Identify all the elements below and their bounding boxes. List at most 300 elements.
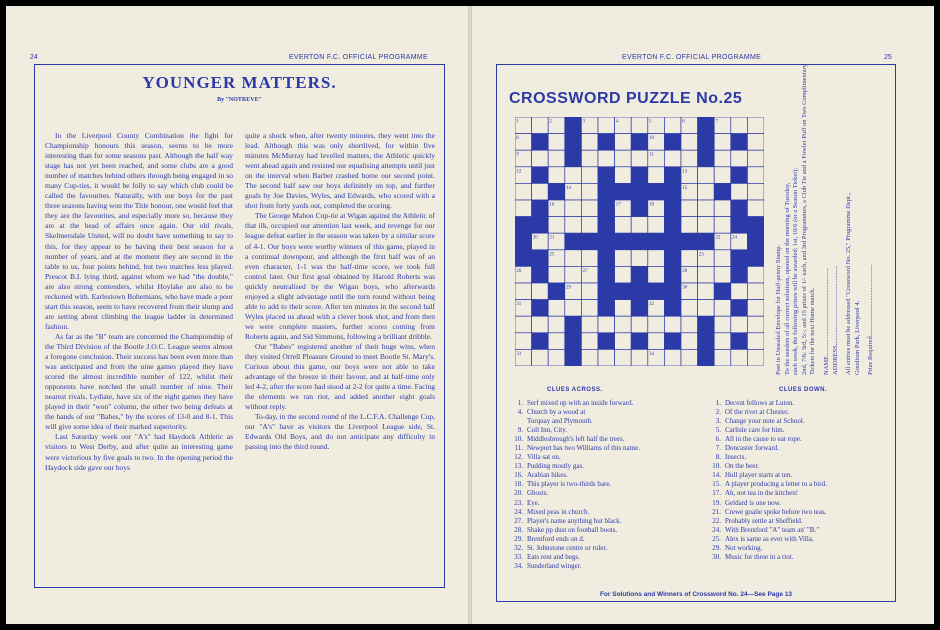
clue-row xyxy=(705,444,895,453)
grid-cell[interactable] xyxy=(714,266,731,283)
grid-cell[interactable] xyxy=(615,333,632,350)
grid-block xyxy=(698,117,715,134)
grid-cell[interactable] xyxy=(581,283,598,300)
grid-cell[interactable] xyxy=(532,150,549,167)
clue-row xyxy=(507,435,707,444)
clue-number: 33. xyxy=(514,552,523,561)
grid-cell[interactable] xyxy=(548,266,565,283)
grid-cell[interactable] xyxy=(714,217,731,234)
grid-cell[interactable] xyxy=(598,150,615,167)
grid-cell[interactable] xyxy=(747,200,764,217)
grid-number: 8 xyxy=(516,136,519,142)
clue-number: 15. xyxy=(712,480,721,489)
grid-cell[interactable] xyxy=(615,250,632,267)
grid-cell[interactable] xyxy=(565,200,582,217)
clue-row xyxy=(705,399,895,408)
grid-cell[interactable] xyxy=(648,266,665,283)
grid-cell[interactable] xyxy=(615,316,632,333)
grid-block xyxy=(664,217,681,234)
grid-cell[interactable] xyxy=(581,167,598,184)
grid-cell[interactable] xyxy=(615,300,632,317)
grid-block xyxy=(731,217,748,234)
grid-block xyxy=(648,233,665,250)
grid-cell[interactable] xyxy=(698,217,715,234)
grid-number: 24 xyxy=(732,235,737,241)
grid-cell[interactable] xyxy=(731,349,748,366)
clue-row xyxy=(507,444,707,453)
grid-block xyxy=(631,333,648,350)
grid-cell[interactable] xyxy=(664,117,681,134)
grid-cell[interactable] xyxy=(698,266,715,283)
grid-cell[interactable] xyxy=(548,349,565,366)
grid-cell[interactable] xyxy=(515,200,532,217)
grid-cell[interactable] xyxy=(731,183,748,200)
grid-cell[interactable] xyxy=(747,150,764,167)
grid-cell[interactable] xyxy=(548,217,565,234)
grid-block xyxy=(648,183,665,200)
grid-cell[interactable] xyxy=(698,300,715,317)
grid-cell[interactable] xyxy=(648,250,665,267)
grid-cell[interactable] xyxy=(598,316,615,333)
grid-cell[interactable] xyxy=(581,200,598,217)
grid-cell[interactable] xyxy=(631,349,648,366)
grid-cell[interactable] xyxy=(615,349,632,366)
grid-cell[interactable] xyxy=(565,266,582,283)
grid-block xyxy=(598,333,615,350)
grid-cell[interactable] xyxy=(681,349,698,366)
grid-cell[interactable] xyxy=(565,250,582,267)
grid-block xyxy=(664,300,681,317)
grid-number: 2 xyxy=(549,119,552,125)
clue-number: 27. xyxy=(514,516,523,525)
grid-block xyxy=(515,250,532,267)
clue-number: 17. xyxy=(712,489,721,498)
grid-number: 27 xyxy=(582,268,588,274)
clue-row xyxy=(507,562,707,571)
grid-cell[interactable] xyxy=(698,283,715,300)
grid-block xyxy=(698,150,715,167)
grid-cell[interactable] xyxy=(731,283,748,300)
clue-row xyxy=(507,517,707,526)
entry-form-line: each week, the following prizes will be awarded: 1st, 10/6 (or a Season Ticket); xyxy=(792,167,800,375)
grid-cell[interactable] xyxy=(648,217,665,234)
grid-cell[interactable] xyxy=(532,349,549,366)
grid-block xyxy=(731,200,748,217)
grid-cell[interactable] xyxy=(681,150,698,167)
grid-cell[interactable] xyxy=(648,333,665,350)
article-paragraph: As far as the "B" team are concerned the Championship of the Third Division of the Bootle J.O.C. League seems almost a foregone conclusion. Their success has been even more than was anticipated and from the nine games played they have scored the almost incredible number of 122, whilst their opponents have notched the small number of nine. Their nearest rivals, Lydiate, have six of the eight games they have played in their "won" column, the other two being defeats at the hands of our "Babes," by the scores of 13-0 and 8-1. This will give some idea of their marked superiority. xyxy=(45,331,233,432)
grid-cell[interactable] xyxy=(747,316,764,333)
grid-block xyxy=(664,266,681,283)
clue-text: A player producing a letter to a bird. xyxy=(725,480,827,489)
grid-cell[interactable] xyxy=(515,316,532,333)
clue-number: 1. xyxy=(517,399,523,407)
clue-text: Church by a wood at xyxy=(527,408,586,417)
grid-cell[interactable] xyxy=(548,150,565,167)
article-paragraph: quite a shock when, after twenty minutes, they went into the lead. Although this was only shortlived, for within five minutes McMurray had levelled matters, the Athletic quickly went ahead again and resisted our equalising attempts until just on the interval when Barber crashed home our second point. The second half saw our boys definitely on top, and further goals by Joe Davies, Wyles, and Edwards, who scored with a shot from forty yards out, completed the scoring. xyxy=(245,131,435,211)
entry-form-line: Tickets for the next Home match. xyxy=(809,287,817,375)
grid-cell[interactable] xyxy=(581,333,598,350)
clue-number: 5. xyxy=(715,426,721,435)
clue-number xyxy=(507,417,527,426)
grid-cell[interactable] xyxy=(714,167,731,184)
grid-cell[interactable] xyxy=(714,250,731,267)
article-paragraph: Last Saturday week our "A's" had Haydock Athletic as visitors to West Derby, and after quite an interesting game were victorious by five goals to two. In the opening period the Haydock side gave our boys xyxy=(45,432,233,472)
clue-row xyxy=(705,544,895,553)
article-frame xyxy=(34,64,445,588)
article-byline: By "NOTREVE" xyxy=(217,97,262,103)
clue-row xyxy=(705,489,895,498)
clue-text: Alex is same as ever with Villa. xyxy=(725,534,814,543)
grid-cell[interactable] xyxy=(681,316,698,333)
grid-cell[interactable] xyxy=(631,150,648,167)
grid-cell[interactable] xyxy=(714,316,731,333)
grid-cell[interactable] xyxy=(615,150,632,167)
grid-block xyxy=(598,183,615,200)
grid-block xyxy=(548,283,565,300)
article-column-2 xyxy=(245,131,435,453)
entry-form xyxy=(775,64,890,375)
clue-number: 34. xyxy=(514,561,523,570)
grid-cell[interactable] xyxy=(515,183,532,200)
crossword-title: CROSSWORD PUZZLE No.25 xyxy=(509,90,743,107)
grid-block xyxy=(698,233,715,250)
grid-block xyxy=(698,134,715,151)
grid-block xyxy=(515,217,532,234)
clue-text: Crewe goalie spoke before two teas. xyxy=(725,507,827,516)
clue-number: 22. xyxy=(712,516,721,525)
grid-block xyxy=(615,233,632,250)
entry-form-line: 2nd, 7/6; 3rd, 5/-; and 15 prizes of 1/- each, and 3rd Programmes, a Club Tie and a Fowler Puff on Two Complimentary xyxy=(800,64,808,375)
grid-cell[interactable] xyxy=(714,200,731,217)
clue-number: 29. xyxy=(712,543,721,552)
grid-cell[interactable] xyxy=(565,300,582,317)
grid-block xyxy=(532,217,549,234)
grid-block xyxy=(648,283,665,300)
entry-form-line: Post in Unsealed Envelope for Half-penny Stamp. xyxy=(775,244,782,375)
grid-cell[interactable] xyxy=(648,316,665,333)
grid-cell[interactable] xyxy=(532,283,549,300)
grid-cell[interactable] xyxy=(747,167,764,184)
grid-block xyxy=(565,349,582,366)
clue-number: 23. xyxy=(514,498,523,507)
grid-cell[interactable] xyxy=(731,150,748,167)
grid-block xyxy=(731,333,748,350)
grid-block xyxy=(664,233,681,250)
grid-number: 31 xyxy=(516,302,522,308)
grid-cell[interactable] xyxy=(581,183,598,200)
grid-cell[interactable] xyxy=(515,333,532,350)
grid-cell[interactable] xyxy=(681,333,698,350)
grid-cell[interactable] xyxy=(581,300,598,317)
clue-number: 10. xyxy=(514,435,523,444)
grid-block xyxy=(631,266,648,283)
programme-spread xyxy=(6,6,934,624)
grid-cell[interactable] xyxy=(631,316,648,333)
grid-block xyxy=(714,183,731,200)
grid-cell[interactable] xyxy=(581,134,598,151)
clue-row xyxy=(705,462,895,471)
grid-cell[interactable] xyxy=(615,217,632,234)
grid-cell[interactable] xyxy=(532,316,549,333)
grid-block xyxy=(532,333,549,350)
grid-block xyxy=(631,183,648,200)
clue-row xyxy=(705,417,895,426)
grid-block xyxy=(598,300,615,317)
grid-block xyxy=(747,233,764,250)
right-page xyxy=(472,6,934,624)
grid-block xyxy=(731,250,748,267)
grid-number: 33 xyxy=(516,351,522,357)
grid-number: 29 xyxy=(566,285,571,291)
clue-text: Decent fellows at Luton. xyxy=(725,399,795,407)
grid-cell[interactable] xyxy=(714,134,731,151)
grid-cell[interactable] xyxy=(664,316,681,333)
grid-cell[interactable] xyxy=(714,300,731,317)
clue-text: Hull player starts at ten. xyxy=(725,471,793,480)
page-header-right: EVERTON F.C. OFFICIAL PROGRAMME xyxy=(622,54,762,61)
grid-cell[interactable] xyxy=(548,333,565,350)
grid-cell[interactable] xyxy=(631,250,648,267)
grid-block xyxy=(515,233,532,250)
grid-cell[interactable] xyxy=(664,349,681,366)
grid-cell[interactable] xyxy=(598,349,615,366)
clue-row xyxy=(705,526,895,535)
grid-block xyxy=(598,217,615,234)
entry-form-line: Prize Required............................................ xyxy=(867,264,875,375)
grid-block xyxy=(598,200,615,217)
entry-form-line: To the senders of all correct solutions, opened on the morning of Tuesday, xyxy=(783,182,791,375)
grid-number: 26 xyxy=(516,268,522,274)
grid-block xyxy=(565,150,582,167)
grid-block xyxy=(664,200,681,217)
clue-text: Change your note at School. xyxy=(725,417,805,426)
grid-cell[interactable] xyxy=(698,200,715,217)
entry-form-line: Goodison Park, Liverpool 4. xyxy=(853,300,861,375)
clue-row xyxy=(705,426,895,435)
grid-number: 1 xyxy=(516,119,519,125)
grid-cell[interactable] xyxy=(747,266,764,283)
grid-number: 10 xyxy=(649,136,654,142)
clue-text: Middlesbrough's left half the trees. xyxy=(527,435,625,444)
grid-number: 34 xyxy=(649,351,654,357)
clue-text: Shake pp dust on football boots. xyxy=(527,525,618,534)
grid-cell[interactable] xyxy=(615,167,632,184)
clue-text: Player's name anything but black. xyxy=(527,516,622,525)
clue-text: All in the cause to eat rope. xyxy=(725,435,802,444)
clue-row xyxy=(507,499,707,508)
grid-cell[interactable] xyxy=(698,183,715,200)
grid-block xyxy=(631,300,648,317)
grid-cell[interactable] xyxy=(681,200,698,217)
grid-cell[interactable] xyxy=(598,117,615,134)
grid-cell[interactable] xyxy=(747,117,764,134)
clue-number: 10. xyxy=(712,462,721,471)
clue-number: 6. xyxy=(715,435,721,444)
grid-block xyxy=(698,333,715,350)
grid-number: 30 xyxy=(682,285,688,291)
article-paragraph: In the Liverpool County Combination the fight for Championship honours this season, seems to be more interesting than for some seasons past. Although the half way stage has not yet been reached, and some clubs are a good number of matches behind others through being engaged in so many Cup-ties, it would be folly to say which club could be called the favourites. Naturally, with our boys for the past three seasons having won the Title honour, one would feel that they are the favourites, and especially more so, because they are at the head of affairs once again. Our old rivals, Skelmersdale United, will no doubt have something to say to this, for they appear to be having their best season for a number of years, and at the moment they are second in the table to us, four points behind, but two matches less played. Prescot B.I. lying third, against whom we had "the double," are also strong contenders, whilst Hoylake are also to be reckoned with. Earlestown Bohemians, who have made a poor start this season, seem to have recovered from their slump and are setting about climbing the league ladder in determined fashion. xyxy=(45,131,233,331)
clue-number: 13. xyxy=(514,462,523,471)
grid-number: 17 xyxy=(615,202,621,208)
clue-text: With Brentford "A" team an' "B." xyxy=(725,525,820,534)
grid-cell[interactable] xyxy=(532,183,549,200)
grid-cell[interactable] xyxy=(581,150,598,167)
grid-block xyxy=(631,233,648,250)
entry-form-line: All entries must be addressed "Crossword No. 25," Programme Dept., xyxy=(845,192,853,375)
grid-block xyxy=(598,167,615,184)
clue-row xyxy=(507,526,707,535)
grid-number: 18 xyxy=(649,202,654,208)
clue-row xyxy=(507,399,707,408)
clue-number: 21. xyxy=(712,507,721,516)
grid-block xyxy=(664,283,681,300)
grid-block xyxy=(631,167,648,184)
grid-block xyxy=(598,250,615,267)
grid-cell[interactable] xyxy=(565,167,582,184)
article-title: YOUNGER MATTERS. xyxy=(142,73,337,92)
grid-number: 25 xyxy=(549,252,555,258)
grid-cell[interactable] xyxy=(681,300,698,317)
grid-cell[interactable] xyxy=(731,316,748,333)
grid-cell[interactable] xyxy=(615,134,632,151)
clue-text: Insects. xyxy=(725,453,747,462)
grid-block xyxy=(664,250,681,267)
clue-number: 16. xyxy=(514,471,523,480)
grid-number: 6 xyxy=(682,119,685,125)
grid-cell[interactable] xyxy=(515,283,532,300)
clue-text: Carlisle care for him. xyxy=(725,426,785,435)
grid-cell[interactable] xyxy=(631,117,648,134)
grid-cell[interactable] xyxy=(747,300,764,317)
clue-number: 8. xyxy=(715,453,721,462)
grid-block xyxy=(565,316,582,333)
clue-text: Eye. xyxy=(527,498,540,507)
grid-cell[interactable] xyxy=(548,134,565,151)
clue-text: Ghosts. xyxy=(527,489,549,498)
clue-number: 3. xyxy=(715,417,721,426)
grid-block xyxy=(731,134,748,151)
grid-block xyxy=(731,167,748,184)
grid-block xyxy=(532,134,549,151)
grid-block xyxy=(731,266,748,283)
clue-row xyxy=(705,553,895,562)
grid-number: 14 xyxy=(566,185,571,191)
grid-block xyxy=(565,117,582,134)
grid-cell[interactable] xyxy=(747,349,764,366)
grid-block xyxy=(565,233,582,250)
grid-cell[interactable] xyxy=(648,167,665,184)
page-number-left: 24 xyxy=(30,54,38,61)
grid-block xyxy=(598,233,615,250)
grid-number: 7 xyxy=(715,119,718,125)
clue-text: Music for three in a riot. xyxy=(725,552,794,561)
clue-text: Brentford ends on d. xyxy=(527,534,585,543)
grid-number: 15 xyxy=(682,185,688,191)
grid-cell[interactable] xyxy=(548,300,565,317)
clue-row xyxy=(507,408,707,417)
clue-row xyxy=(507,480,707,489)
clue-text: Eats rent and begs. xyxy=(527,552,580,561)
grid-cell[interactable] xyxy=(631,217,648,234)
grid-cell[interactable] xyxy=(565,217,582,234)
grid-cell[interactable] xyxy=(548,316,565,333)
grid-block xyxy=(532,266,549,283)
grid-block xyxy=(664,134,681,151)
grid-cell[interactable] xyxy=(747,283,764,300)
grid-block xyxy=(615,283,632,300)
grid-cell[interactable] xyxy=(714,150,731,167)
grid-cell[interactable] xyxy=(747,333,764,350)
grid-cell[interactable] xyxy=(698,167,715,184)
clue-row xyxy=(705,508,895,517)
grid-block xyxy=(532,250,549,267)
clue-text: Probably settle at Sheffield. xyxy=(725,516,803,525)
clue-text: Serf mixed up with an inside forward. xyxy=(527,399,634,407)
grid-block xyxy=(598,266,615,283)
grid-cell[interactable] xyxy=(714,333,731,350)
grid-number: 11 xyxy=(649,152,654,158)
grid-number: 12 xyxy=(516,169,522,175)
grid-cell[interactable] xyxy=(581,217,598,234)
grid-number: 28 xyxy=(682,268,688,274)
clue-number: 20. xyxy=(514,489,523,498)
grid-cell[interactable] xyxy=(681,134,698,151)
grid-number: 19 xyxy=(748,219,754,225)
grid-cell[interactable] xyxy=(681,217,698,234)
crossword-grid[interactable] xyxy=(515,117,764,366)
grid-cell[interactable] xyxy=(532,117,549,134)
grid-cell[interactable] xyxy=(664,150,681,167)
page-number-right: 25 xyxy=(884,54,892,61)
grid-cell[interactable] xyxy=(681,250,698,267)
grid-cell[interactable] xyxy=(747,183,764,200)
grid-number: 22 xyxy=(715,235,721,241)
grid-cell[interactable] xyxy=(581,316,598,333)
grid-cell[interactable] xyxy=(747,134,764,151)
grid-block xyxy=(698,316,715,333)
grid-cell[interactable] xyxy=(581,349,598,366)
grid-number: 20 xyxy=(532,235,538,241)
clue-row xyxy=(705,408,895,417)
entry-form-line: NAME...................................................... xyxy=(823,268,830,375)
clue-number: 11. xyxy=(514,444,523,453)
grid-cell[interactable] xyxy=(731,117,748,134)
clue-text: Doncaster forward. xyxy=(725,444,780,453)
clue-number: 30. xyxy=(712,552,721,561)
grid-block xyxy=(664,167,681,184)
clue-number: 7. xyxy=(715,444,721,453)
article-paragraph: The George Mahon Cup-tie at Wigan against the Athletic of that ilk, occupied our attention last week, and revenge for our league defeat earlier in the season was taken by a similar score of 4-1. Our boys were worthy winners of this game, played in a continual downpour, and although the first half was of an even character, 1-1 was the half-time score, we took full control later. Our first goal obtained by Harold Roberts was quickly neutralised by the Wigan boys, who afterwards enjoyed a slight advantage until the turn round without being able to add to their score. After ten minutes in the second half Wyles placed us ahead with a clever hook shot, and from then we were complete masters, further scores coming from Roberts again, and Sid Simmons, following a brilliant dribble. xyxy=(245,211,435,341)
grid-block xyxy=(714,283,731,300)
clue-row xyxy=(507,535,707,544)
grid-cell[interactable] xyxy=(615,266,632,283)
grid-cell[interactable] xyxy=(548,167,565,184)
clue-row xyxy=(705,453,895,462)
grid-block xyxy=(565,134,582,151)
clue-row xyxy=(507,417,707,426)
clue-number: 28. xyxy=(514,525,523,534)
grid-block xyxy=(731,300,748,317)
clue-text: Arabian hikes. xyxy=(527,471,568,480)
clue-text: Villa sat on. xyxy=(527,453,561,462)
clue-row xyxy=(507,544,707,553)
grid-number: 13 xyxy=(682,169,688,175)
page-header-left: EVERTON F.C. OFFICIAL PROGRAMME xyxy=(288,54,428,61)
clue-text: Not working. xyxy=(725,543,763,552)
grid-cell[interactable] xyxy=(581,250,598,267)
grid-cell[interactable] xyxy=(714,349,731,366)
